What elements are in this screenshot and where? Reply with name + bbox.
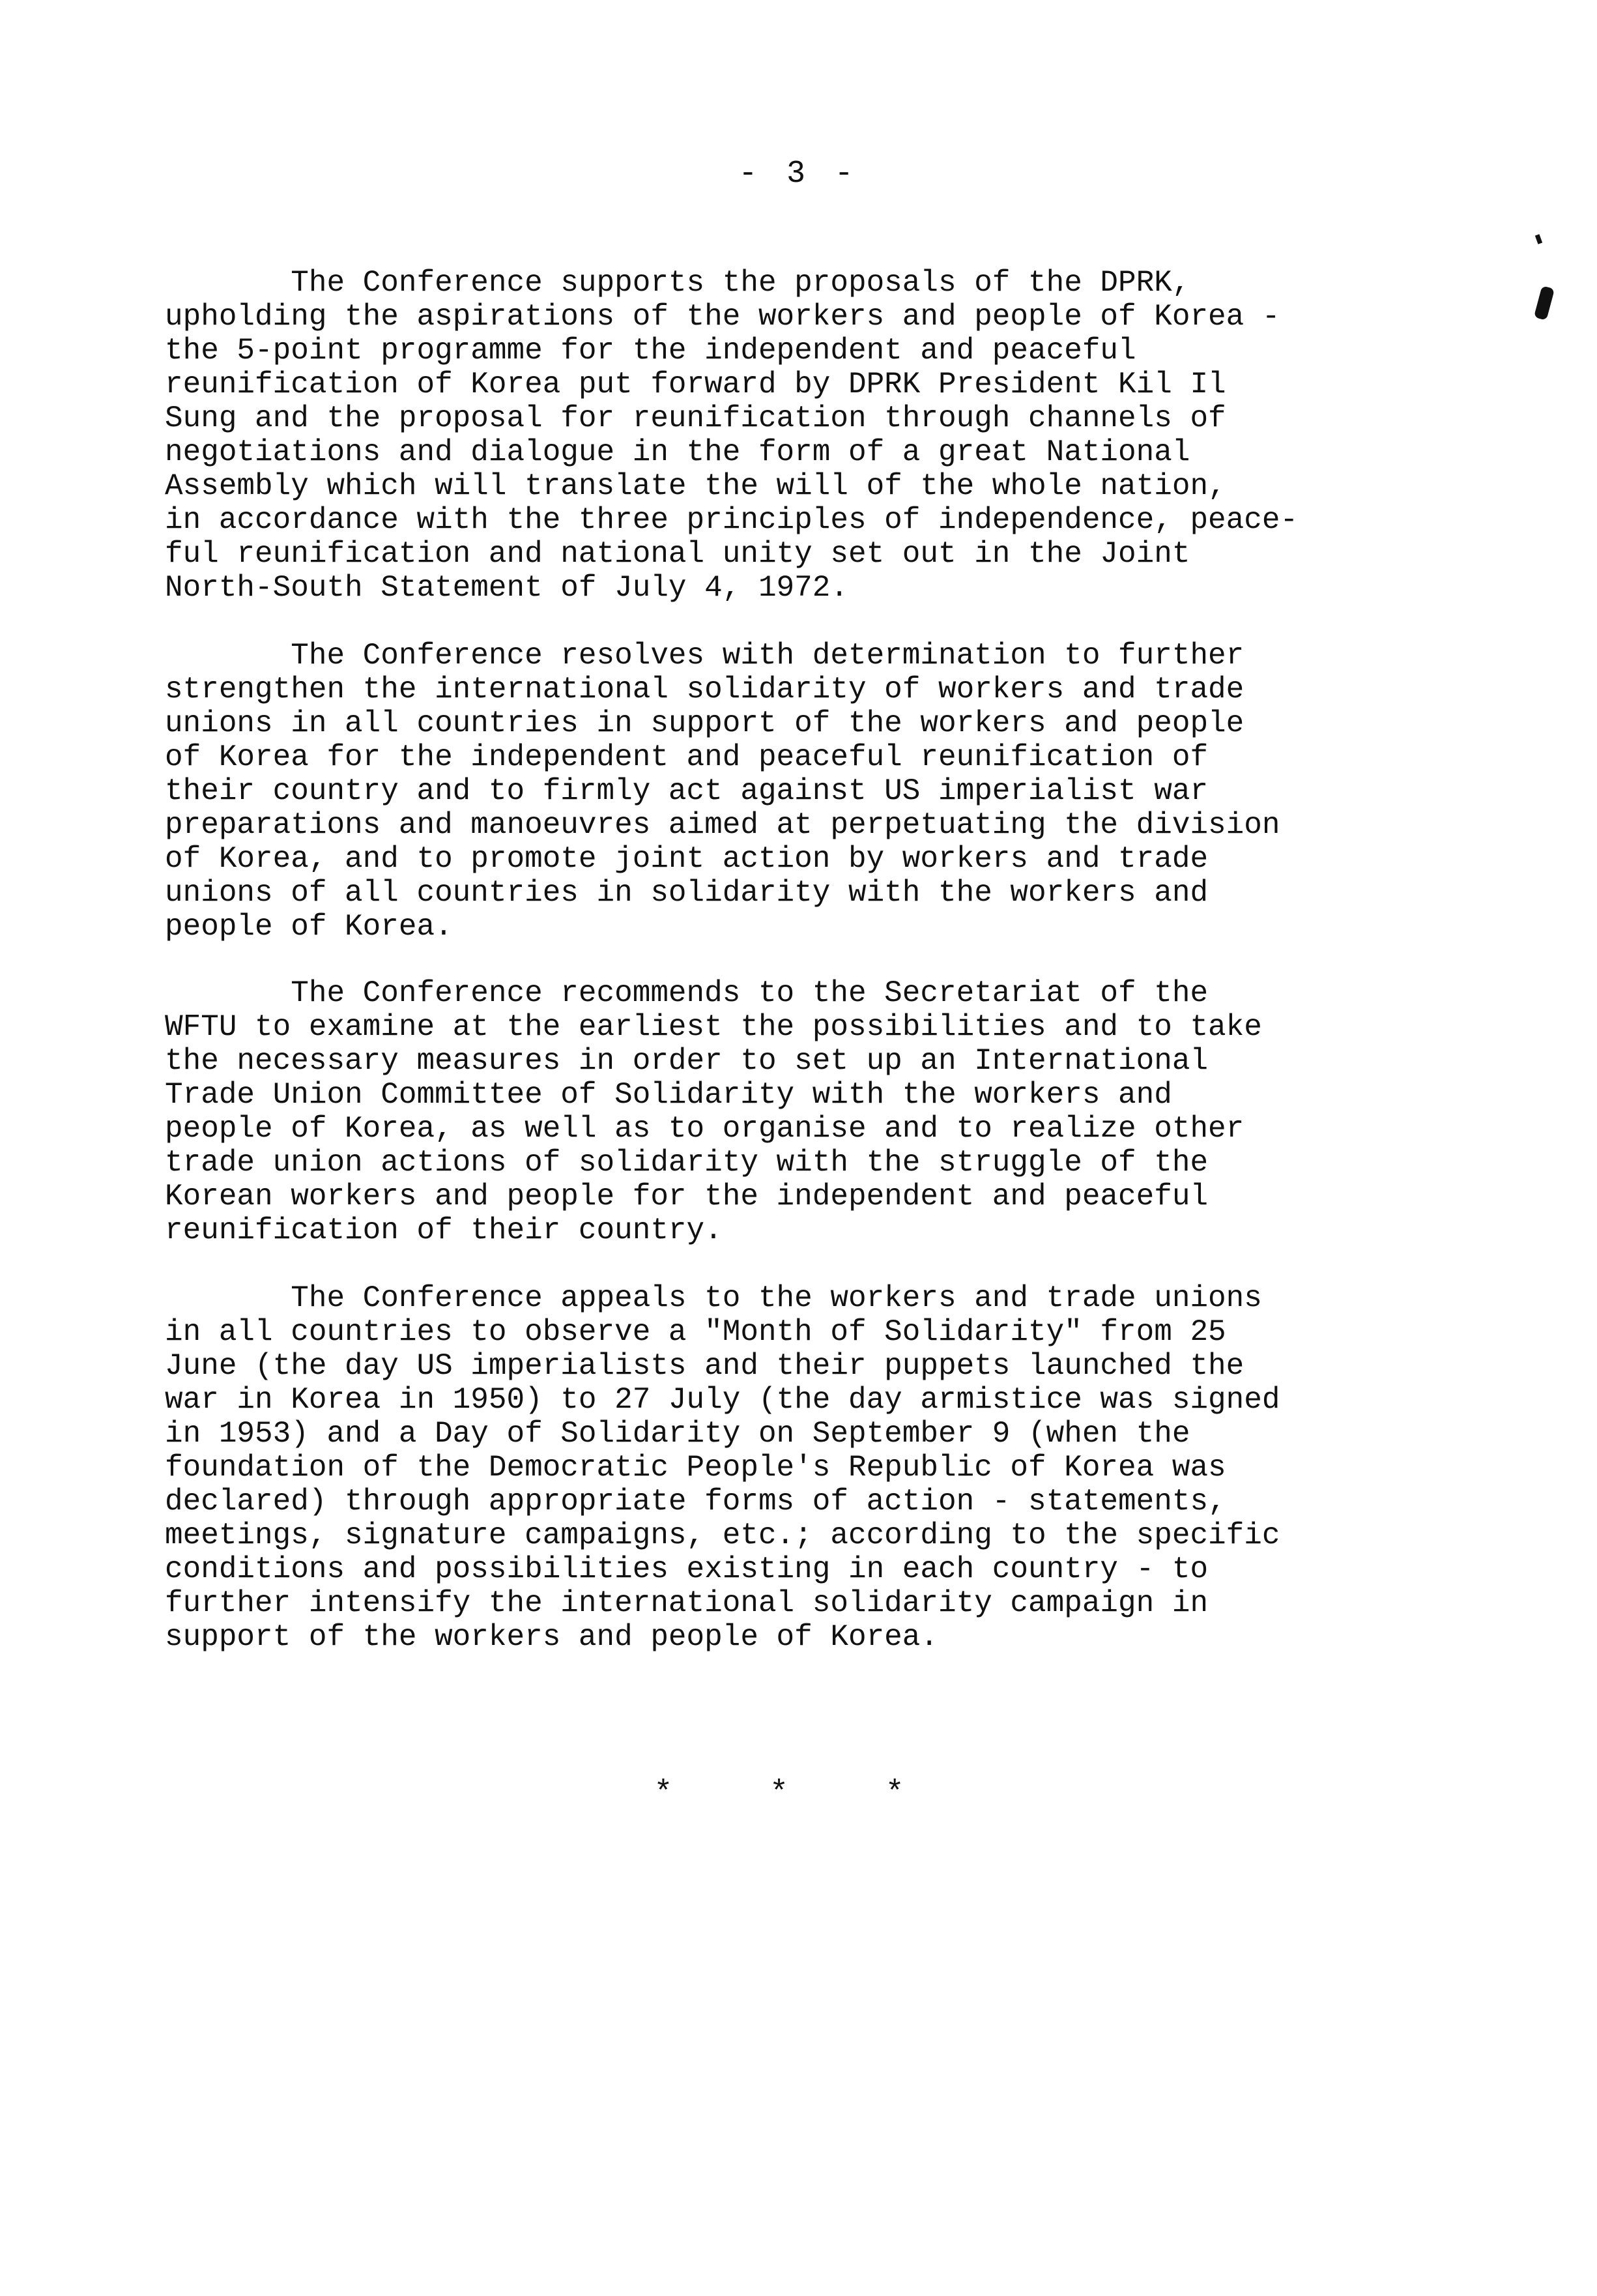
paragraph-international-solidarity: The Conference resolves with determination to further strengthen the international solidarity of workers and trade unions in all countries in support of the workers and people of Korea for the independent and peaceful reunification of their country and to firmly act against US imperialist war preparations and manoeuvres aimed at perpetuating the division of Korea, and to promote joint action by workers and trade unions of all countries in solidarity with the workers and people of Korea.	[165, 639, 1280, 944]
paragraph-month-of-solidarity-appeal: The Conference appeals to the workers and trade unions in all countries to observe a "Month of Solidarity" from 25 June (the day US imperialists and their puppets launched the war in Korea in 1950) to 27 July (the day armistice was signed in 1953) and a Day of Solidarity on September 9 (when the foundation of the Democratic People's Republic of Korea was declared) through appropriate forms of action - statements, meetings, signature campaigns, etc.; according to the specific conditions and possibilities existing in each country - to further intensify the international solidarity campaign in support of the workers and people of Korea.	[165, 1281, 1280, 1654]
scan-mark-large	[1534, 285, 1555, 320]
paragraph-dprk-proposals: The Conference supports the proposals of the DPRK, upholding the aspirations of the workers and people of Korea - the 5-point programme for the independent and peaceful reunification of Korea put forward by DPRK President Kil Il Sung and the proposal for reunification through channels of negotiations and dialogue in the form of a great National Assembly which will translate the will of the whole nation, in accordance with the three principles of independence, peace- ful reunification and national unity set out in the Joint North-South Statement of July 4, 1972.	[165, 266, 1299, 605]
paragraph-wftu-recommendation: The Conference recommends to the Secretariat of the WFTU to examine at the earliest the possibilities and to take the necessary measures in order to set up an International Trade Union Committee of Solidarity with the workers and people of Korea, as well as to organise and to realize other trade union actions of solidarity with the struggle of the Korean workers and people for the independent and peaceful reunification of their country.	[165, 976, 1262, 1247]
section-separator: * * *	[654, 1776, 943, 1811]
page-number: - 3 -	[738, 156, 859, 192]
scan-mark-small	[1535, 234, 1542, 244]
